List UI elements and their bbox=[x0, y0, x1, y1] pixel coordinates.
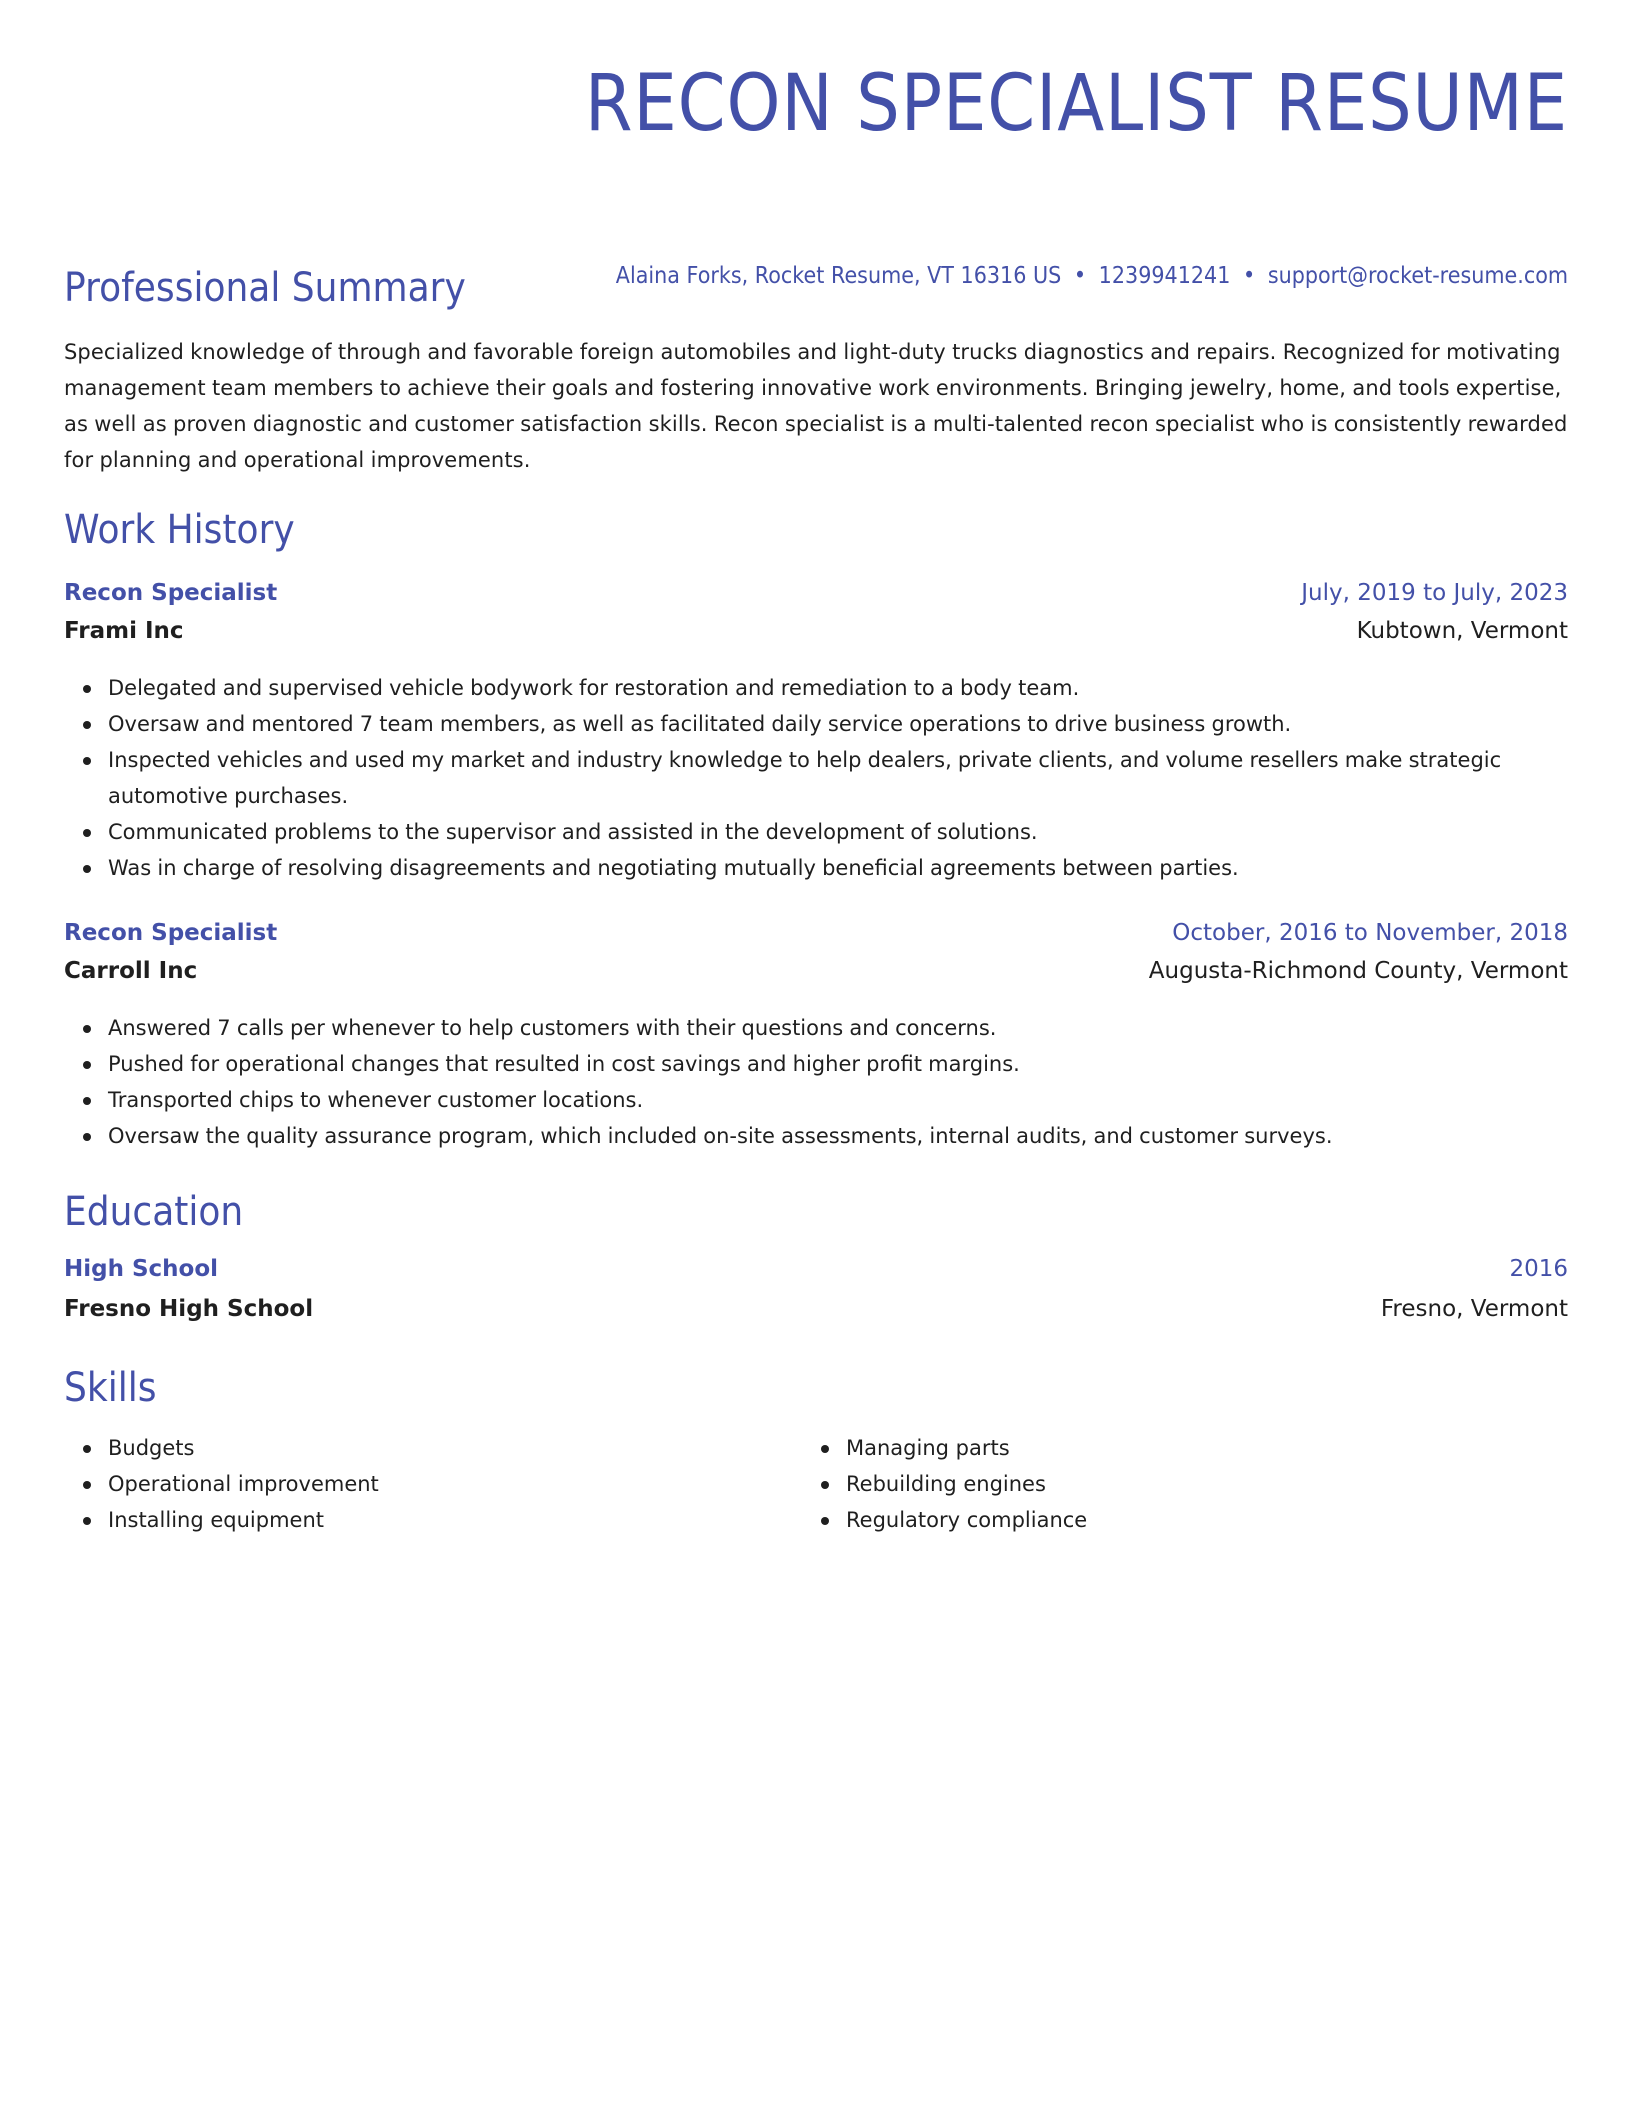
job-company: Carroll Inc bbox=[64, 958, 198, 984]
job-title: Recon Specialist bbox=[64, 920, 278, 946]
job-title: Recon Specialist bbox=[64, 580, 278, 606]
job-bullet: Answered 7 calls per whenever to help customers with their questions and concerns. bbox=[108, 1010, 1568, 1046]
education-degree-row bbox=[64, 1256, 1568, 1282]
job-bullet: Oversaw the quality assurance program, which included on-site assessments, internal audits, and customer surveys. bbox=[108, 1118, 1568, 1154]
skill-item: Rebuilding engines bbox=[846, 1466, 1502, 1502]
job-company-row bbox=[64, 618, 1568, 644]
contact-line bbox=[616, 180, 1568, 292]
education-location: Fresno, Vermont bbox=[1380, 1296, 1568, 1322]
skill-item: Installing equipment bbox=[108, 1502, 764, 1538]
job-bullet: Transported chips to whenever customer locations. bbox=[108, 1082, 1568, 1118]
job-bullet: Was in charge of resolving disagreements and negotiating mutually beneficial agreements between parties. bbox=[108, 850, 1568, 886]
education-school: Fresno High School bbox=[64, 1296, 314, 1322]
education-year: 2016 bbox=[1509, 1256, 1568, 1282]
job-dates: July, 2019 to July, 2023 bbox=[1301, 580, 1568, 606]
job-bullet: Oversaw and mentored 7 team members, as well as facilitated daily service operations to drive business growth. bbox=[108, 706, 1568, 742]
job-bullets bbox=[64, 670, 1568, 886]
summary-heading: Professional Summary bbox=[64, 265, 466, 311]
work-history-heading: Work History bbox=[64, 507, 295, 553]
skill-item: Budgets bbox=[108, 1430, 764, 1466]
education-school-row bbox=[64, 1296, 1568, 1322]
education-degree: High School bbox=[64, 1256, 219, 1282]
resume-title: RECON SPECIALIST RESUME bbox=[584, 59, 1568, 149]
job-bullet: Communicated problems to the supervisor and assisted in the development of solutions. bbox=[108, 814, 1568, 850]
job-title-row bbox=[64, 920, 1568, 946]
job-location: Augusta-Richmond County, Vermont bbox=[1148, 958, 1568, 984]
contact-phone: 1239941241 bbox=[1098, 263, 1231, 289]
skills-list-right bbox=[802, 1430, 1502, 1538]
education-heading: Education bbox=[64, 1189, 244, 1235]
job-title-row bbox=[64, 580, 1568, 606]
job-bullets bbox=[64, 1010, 1568, 1154]
job-bullet: Inspected vehicles and used my market and industry knowledge to help dealers, private clients, and volume resellers make strategic automotive purchases. bbox=[108, 742, 1568, 814]
job-company-row bbox=[64, 958, 1568, 984]
skills-heading: Skills bbox=[64, 1365, 157, 1411]
job-dates: October, 2016 to November, 2018 bbox=[1172, 920, 1568, 946]
summary-text: Specialized knowledge of through and favorable foreign automobiles and light-duty trucks diagnostics and repairs. Recognized for motivating management team members to achieve their goals and fostering innovative work environments. Bringing jewelry, home, and tools expertise, as well as proven diagnostic and customer satisfaction skills. Recon specialist is a multi-talented recon specialist who is consistently rewarded for planning and operational improvements. bbox=[64, 340, 1568, 472]
job-location: Kubtown, Vermont bbox=[1356, 618, 1568, 644]
contact-separator: • bbox=[1073, 263, 1087, 289]
contact-separator: • bbox=[1242, 263, 1256, 289]
contact-address: Alaina Forks, Rocket Resume, VT 16316 US bbox=[615, 263, 1062, 289]
skill-item: Managing parts bbox=[846, 1430, 1502, 1466]
skill-item: Operational improvement bbox=[108, 1466, 764, 1502]
skills-list-left bbox=[64, 1430, 764, 1538]
job-bullet: Pushed for operational changes that resulted in cost savings and higher profit margins. bbox=[108, 1046, 1568, 1082]
job-bullet: Delegated and supervised vehicle bodywork for restoration and remediation to a body team. bbox=[108, 670, 1568, 706]
contact-email[interactable]: support@rocket-resume.com bbox=[1267, 263, 1568, 289]
skill-item: Regulatory compliance bbox=[846, 1502, 1502, 1538]
job-company: Frami Inc bbox=[64, 618, 184, 644]
